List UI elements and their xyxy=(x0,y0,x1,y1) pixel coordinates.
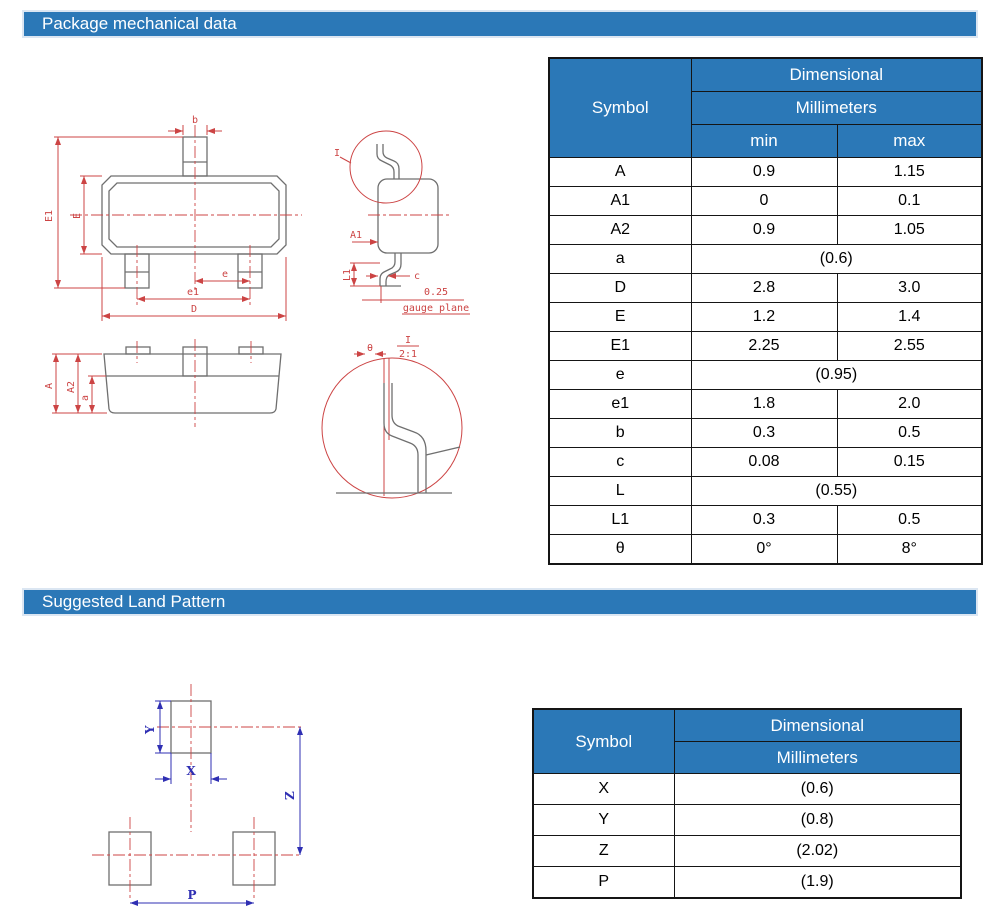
gauge-plane-label: gauge plane xyxy=(402,303,470,314)
dim-label-e-pitch: e xyxy=(221,269,229,280)
min-cell: 0 xyxy=(691,187,837,216)
max-cell: 0.1 xyxy=(837,187,982,216)
max-cell: 2.55 xyxy=(837,332,982,361)
span-value-cell: (0.55) xyxy=(691,477,982,506)
section-title: Package mechanical data xyxy=(42,14,237,33)
symbol-cell: θ xyxy=(549,535,691,565)
value-cell: (0.6) xyxy=(674,774,961,805)
package-detail-view xyxy=(322,335,462,498)
column-header-max: max xyxy=(837,125,982,158)
symbol-cell: A2 xyxy=(549,216,691,245)
package-front-view xyxy=(44,339,281,427)
dim-label-b: b xyxy=(191,115,199,126)
symbol-cell: A1 xyxy=(549,187,691,216)
table-row xyxy=(549,535,982,565)
max-cell: 8° xyxy=(837,535,982,565)
column-header-millimeters: Millimeters xyxy=(691,92,982,125)
column-header-min: min xyxy=(691,125,837,158)
dim-label-d: D xyxy=(190,304,198,315)
table-row xyxy=(549,506,982,535)
column-header-symbol: Symbol xyxy=(549,58,691,158)
table-row xyxy=(549,187,982,216)
column-header-dimensional: Dimensional xyxy=(674,709,961,742)
symbol-cell: A xyxy=(549,158,691,187)
min-cell: 1.2 xyxy=(691,303,837,332)
column-header-symbol: Symbol xyxy=(533,709,674,774)
dim-label-x: X xyxy=(186,764,196,778)
symbol-cell: L xyxy=(549,477,691,506)
symbol-cell: e1 xyxy=(549,390,691,419)
dim-label-e-body: E xyxy=(72,212,83,219)
table-header-row xyxy=(533,709,961,742)
value-cell: (1.9) xyxy=(674,867,961,899)
section-header-package-mechanical-data xyxy=(22,10,978,38)
symbol-cell: Y xyxy=(533,805,674,836)
symbol-cell: Z xyxy=(533,836,674,867)
table-row xyxy=(533,805,961,836)
table-row xyxy=(549,216,982,245)
table-row xyxy=(533,774,961,805)
package-dimensions-table xyxy=(548,57,983,565)
dim-label-y: Y xyxy=(143,725,157,734)
max-cell: 0.15 xyxy=(837,448,982,477)
value-cell: (2.02) xyxy=(674,836,961,867)
land-pattern-table xyxy=(532,708,962,899)
max-cell: 1.4 xyxy=(837,303,982,332)
symbol-cell: P xyxy=(533,867,674,899)
max-cell: 1.15 xyxy=(837,158,982,187)
dim-label-e1-pitch: e1 xyxy=(186,287,200,298)
max-cell: 0.5 xyxy=(837,506,982,535)
package-mechanical-drawing xyxy=(40,95,480,515)
section-title: Suggested Land Pattern xyxy=(42,592,226,611)
symbol-cell: X xyxy=(533,774,674,805)
dim-label-e1-body: E1 xyxy=(44,209,55,222)
dim-label-a2: A2 xyxy=(66,380,77,393)
symbol-cell: E xyxy=(549,303,691,332)
min-cell: 0.9 xyxy=(691,216,837,245)
package-side-view xyxy=(334,131,470,314)
max-cell: 0.5 xyxy=(837,419,982,448)
table-row xyxy=(549,448,982,477)
span-value-cell: (0.6) xyxy=(691,245,982,274)
min-cell: 0.3 xyxy=(691,506,837,535)
dim-label-p: P xyxy=(187,888,197,902)
table-row xyxy=(549,245,982,274)
table-row xyxy=(533,867,961,899)
gauge-offset-label: 0.25 xyxy=(423,287,449,298)
min-cell: 0° xyxy=(691,535,837,565)
symbol-cell: e xyxy=(549,361,691,390)
table-header-row xyxy=(549,58,982,92)
max-cell: 3.0 xyxy=(837,274,982,303)
min-cell: 0.9 xyxy=(691,158,837,187)
dim-label-a1: A1 xyxy=(350,230,363,241)
section-header-suggested-land-pattern xyxy=(22,588,978,616)
min-cell: 0.3 xyxy=(691,419,837,448)
table-row xyxy=(549,477,982,506)
table-row xyxy=(549,158,982,187)
table-row xyxy=(533,836,961,867)
symbol-cell: E1 xyxy=(549,332,691,361)
symbol-cell: L1 xyxy=(549,506,691,535)
min-cell: 1.8 xyxy=(691,390,837,419)
max-cell: 2.0 xyxy=(837,390,982,419)
value-cell: (0.8) xyxy=(674,805,961,836)
min-cell: 2.25 xyxy=(691,332,837,361)
table-row xyxy=(549,332,982,361)
dim-label-z: Z xyxy=(283,791,297,800)
dim-label-a-lower: a xyxy=(80,394,91,401)
max-cell: 1.05 xyxy=(837,216,982,245)
detail-scale-label: 2:1 xyxy=(398,349,418,360)
min-cell: 2.8 xyxy=(691,274,837,303)
symbol-cell: b xyxy=(549,419,691,448)
symbol-cell: D xyxy=(549,274,691,303)
table-row xyxy=(549,274,982,303)
table-row xyxy=(549,419,982,448)
span-value-cell: (0.95) xyxy=(691,361,982,390)
dim-label-c: c xyxy=(414,271,421,282)
theta-label: θ xyxy=(366,343,374,354)
dim-label-l1: L1 xyxy=(342,268,353,281)
symbol-cell: c xyxy=(549,448,691,477)
detail-reference-label: I xyxy=(334,148,341,159)
detail-id-label: I xyxy=(404,335,412,346)
table-row xyxy=(549,390,982,419)
land-pattern-drawing xyxy=(70,672,320,922)
table-row xyxy=(549,303,982,332)
min-cell: 0.08 xyxy=(691,448,837,477)
dim-label-a-height: A xyxy=(44,382,55,389)
table-row xyxy=(549,361,982,390)
package-top-view xyxy=(44,115,302,321)
symbol-cell: a xyxy=(549,245,691,274)
column-header-dimensional: Dimensional xyxy=(691,58,982,92)
column-header-millimeters: Millimeters xyxy=(674,742,961,774)
